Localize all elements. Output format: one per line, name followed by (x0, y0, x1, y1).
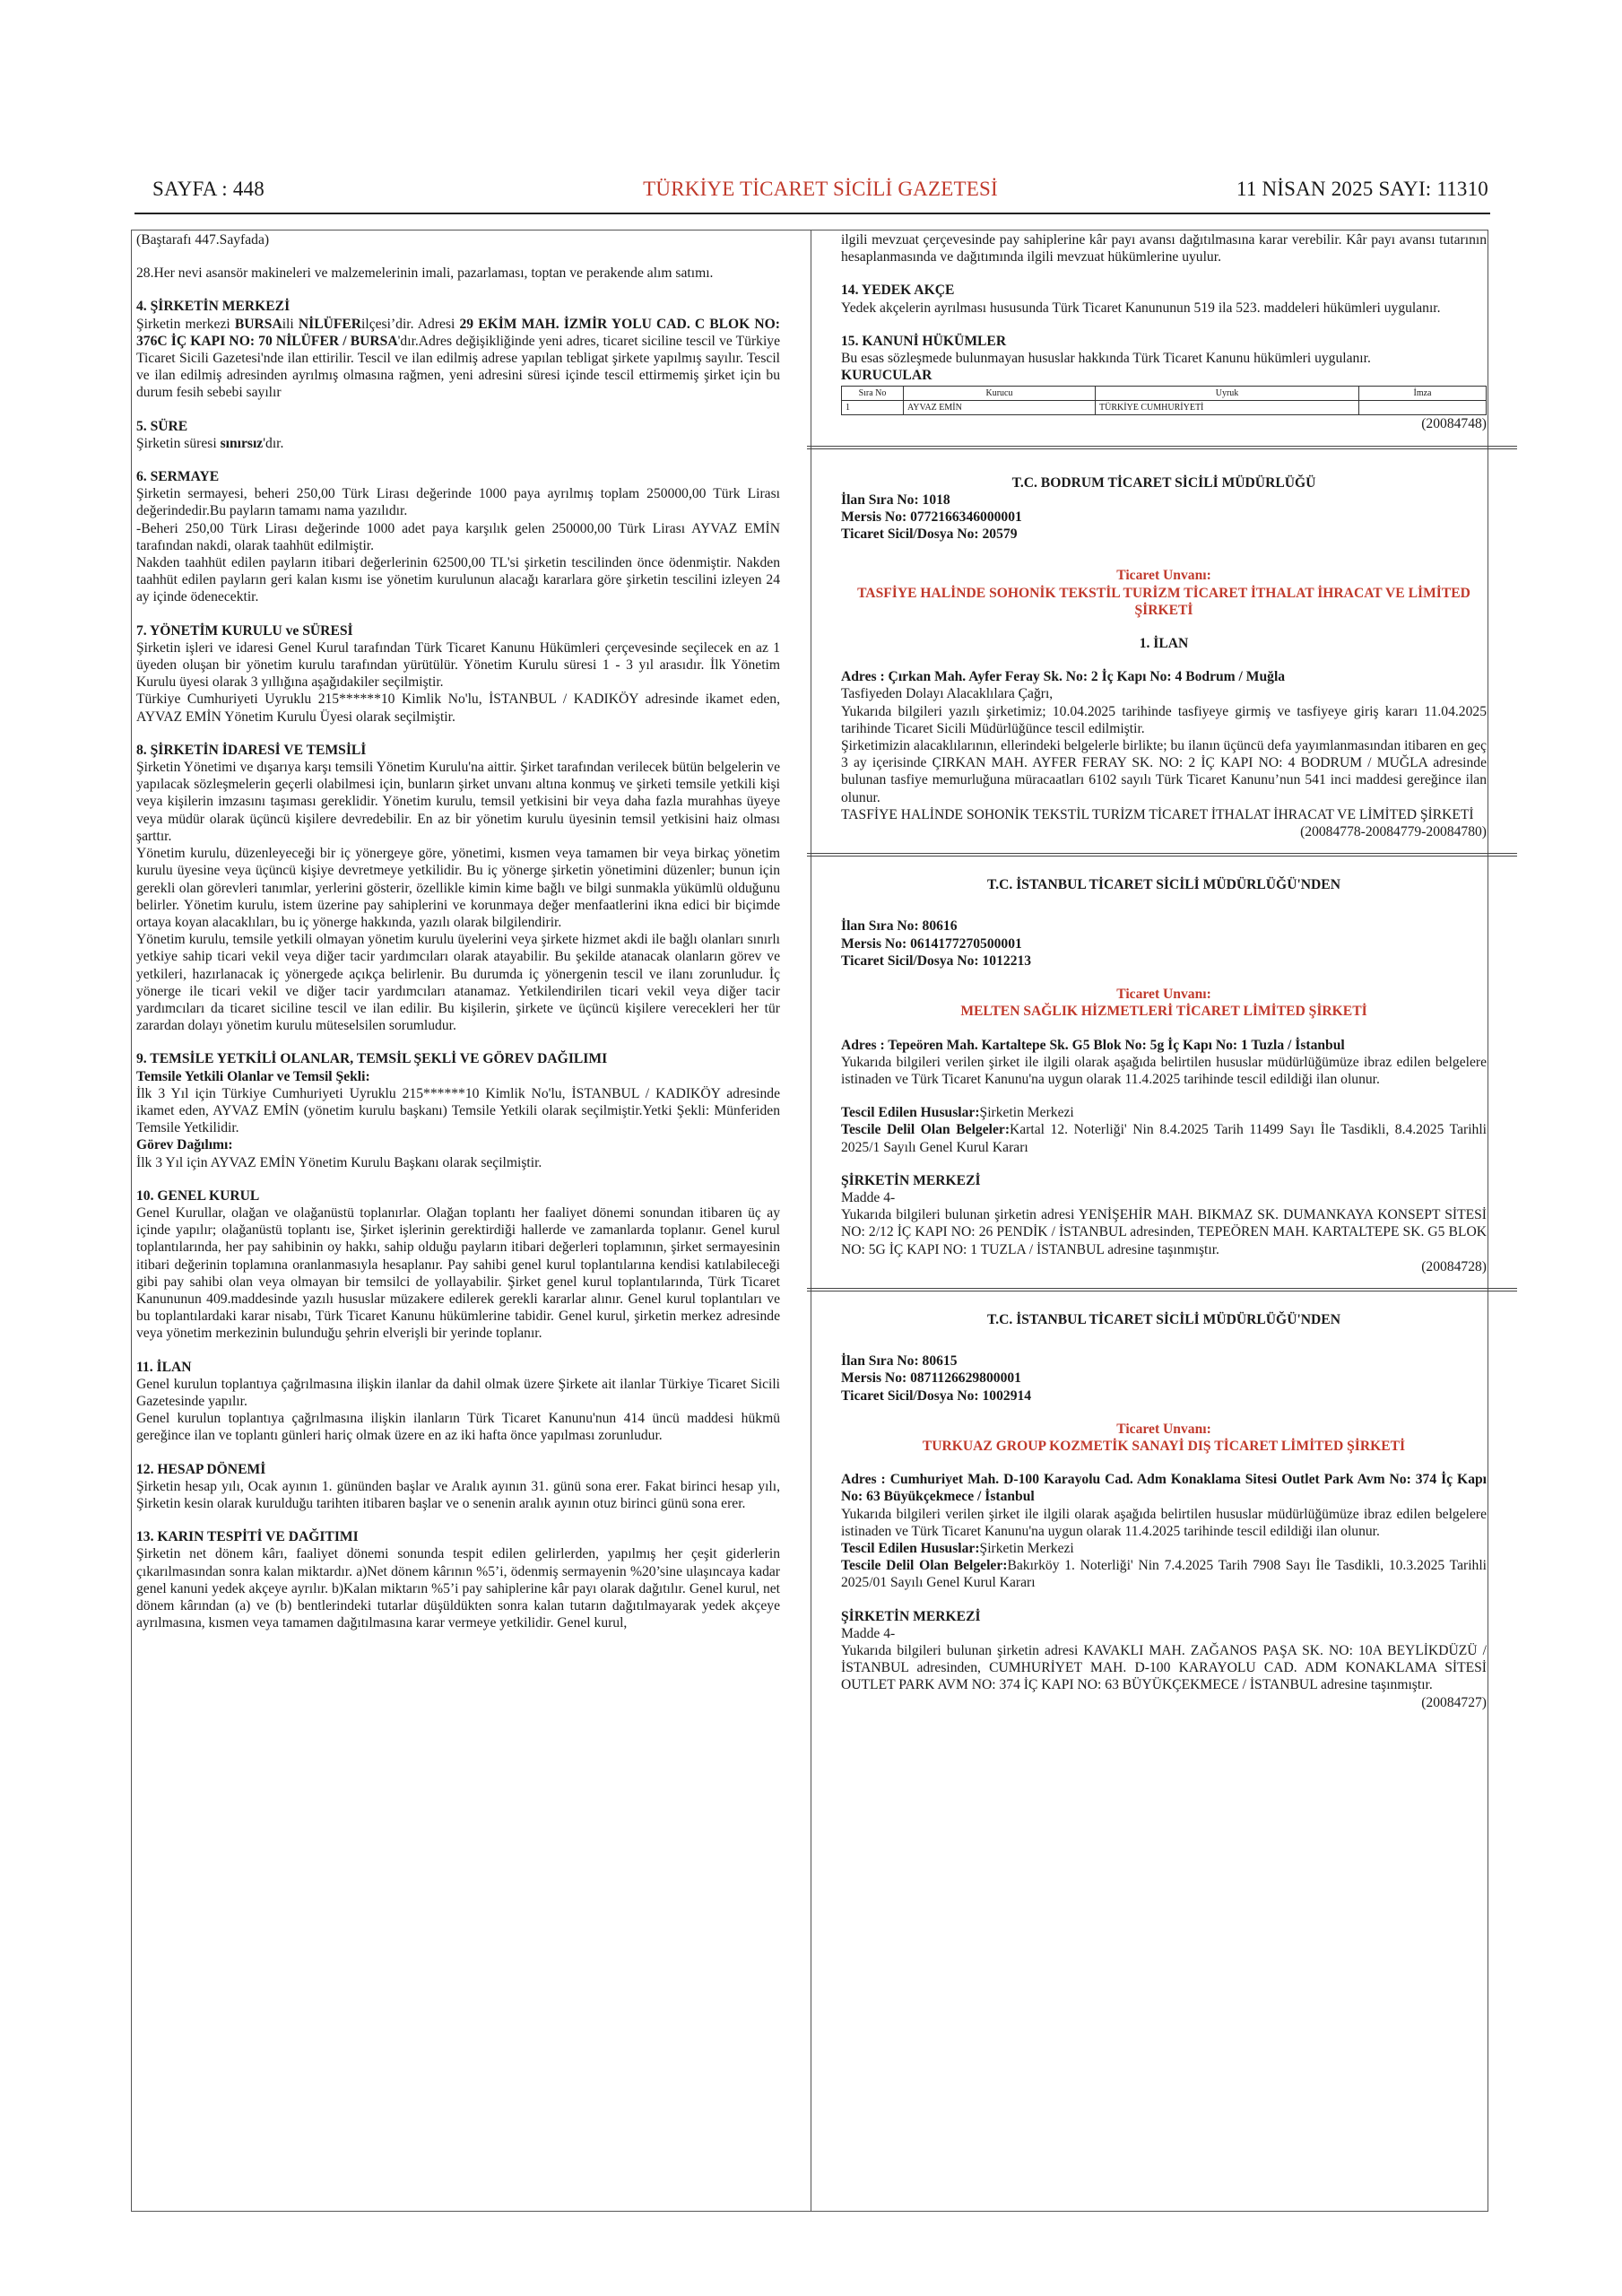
section-9-title: 9. TEMSİLE YETKİLİ OLANLAR, TEMSİL ŞEKLİ VE GÖREV DAĞILIMI (136, 1051, 608, 1067)
ilan-sira-no: İlan Sıra No: 1018 (841, 491, 950, 508)
item-28: 28.Her nevi asansör makineleri ve malzemelerinin imali, pazarlaması, toptan ve perakende alım satımı. (136, 265, 714, 282)
mersis-no: Mersis No: 0871126629800001 (841, 1370, 1021, 1387)
section-7-text-2: Türkiye Cumhuriyeti Uyruklu 215******10 Kimlik No'lu, İSTANBUL / KADIKÖY adresinde ikamet eden, AYVAZ EMİN Yönetim Kurulu Üyesi olarak seçilmiştir. (136, 691, 780, 725)
announcement-text-3: Şirketimizin alacaklılarının, ellerindeki belgelerle birlikte; bu ilanın üçüncü defa yayımlanmasından itibaren en geç 3 ay içerisinde ÇIRKAN MAH. AYFER FERAY SK. NO: 2 İÇ KAPI NO: 4 BODRUM / MUĞLA adresinde bulunan tasfiye memurluğuna müracaatları 6102 sayılı Türk Ticaret Kanunu’nun 541 inci maddesi gereğince ilan olunur. (841, 738, 1487, 805)
registered-matters: Tescil Edilen Hususlar:Şirketin Merkezi (841, 1105, 1074, 1121)
section-14-title: 14. YEDEK AKÇE (841, 283, 955, 299)
founders-title: KURUCULAR (841, 368, 932, 384)
announcement-text-2: Yukarıda bilgileri bulunan şirketin adresi YENİŞEHİR MAH. BIKMAZ SK. DUMANKAYA KONSEPT SİTESİ NO: 2/12 İÇ KAPI NO: 26 PENDİK / İSTANBUL adresinden, TEPEÖREN MAH. KARTALTEPE SK. G5 BLOK NO: 5G İÇ KAPI NO: 1 TUZLA / İSTANBUL adresine taşınmıştır. (841, 1207, 1487, 1257)
registry-office: T.C. BODRUM TİCARET SİCİLİ MÜDÜRLÜĞÜ (1011, 474, 1316, 491)
section-9-text-2: İlk 3 Yıl için AYVAZ EMİN Yönetim Kurulu Başkanı olarak seçilmiştir. (136, 1154, 542, 1170)
announcement-text-2: Yukarıda bilgileri yazılı şirketimiz; 10.04.2025 tarihinde tasfiyeye girmiş ve tasfiyeye giriş kararı 11.04.2025 tarihinde Ticaret Sicili Müdürlüğünce tescil edilmiştir. (841, 703, 1487, 736)
section-6-text-2: -Beheri 250,00 Türk Lirası değerinde 1000 adet paya karşılık gelen 250000,00 Türk Lirası AYVAZ EMİN tarafından nakdi, olarak taahhüt edilmiştir. (136, 520, 780, 553)
company-address: Adres : Cumhuriyet Mah. D-100 Karayolu Cad. Adm Konaklama Sitesi Outlet Park Avm No: 374 İç Kapı No: 63 Büyükçekmece / İstanbul (841, 1472, 1487, 1505)
section-12-title: 12. HESAP DÖNEMİ (136, 1461, 266, 1477)
section-8-title: 8. ŞİRKETİN İDARESİ VE TEMSİLİ (136, 742, 367, 758)
announcement-text-4: TASFİYE HALİNDE SOHONİK TEKSTİL TURİZM TİCARET İTHALAT İHRACAT VE LİMİTED ŞİRKETİ (841, 806, 1474, 822)
section-8-text-1: Şirketin Yönetimi ve dışarıya karşı temsili Yönetim Kurulu'na aittir. Şirket tarafından verilecek bütün belgelerin ve yapılacak sözleşmelerin geçerli olabilmesi için, bunların şirket unvanı altına konmuş ve şirketi temsile yetkili kişi veya kişilerin imzasını taşıması gereklidir. Yönetim kurulu, temsil yetkisini bir veya daha fazla murahhas üyeye veya müdür olarak üçüncü kişilere devredebilir. En az bir yönetim kurulu üyesinin temsil yetkisini haiz olması şarttır. (136, 760, 780, 844)
section-4-text: Şirketin merkezi BURSAili NİLÜFERilçesi’dir. Adresi 29 EKİM MAH. İZMİR YOLU CAD. C BLOK NO: 376C İÇ KAPI NO: 70 NİLÜFER / BURSA'dır.Adres değişikliğinde yeni adres, ticaret siciline tescil ve Türkiye Ticaret Sicili Gazetesi'nde ilan ettirilir. Tescil ve ilan edilmiş adrese yapılan tebligat şirkete yapılmış sayılır. Tescil ve ilan edilmiş adresinden ayrılmış olmasına rağmen, yeni adresini süresi içinde tescil ettirmemiş şirket için bu durum fesih sebebi sayılır (136, 316, 781, 401)
section-12-text: Şirketin hesap yılı, Ocak ayının 1. gününden başlar ve Aralık ayının 31. günü sona erer. Fakat birinci hesap yılı, Şirketin kesin olarak kurulduğu tarihten itibaren başlar ve o senenin aralık ayının otuz birinci günü sona erer. (136, 1478, 780, 1511)
continued-note: (Baştarafı 447.Sayfada) (136, 232, 270, 248)
trade-name-label: Ticaret Unvanı: (1116, 1421, 1211, 1437)
cell-uyruk: TÜRKİYE CUMHURİYETİ (1096, 401, 1359, 415)
table-row (842, 401, 1487, 415)
section-15-text: Bu esas sözleşmede bulunmayan hususlar hakkında Türk Ticaret Kanunu hükümleri uygulanır. (841, 351, 1371, 367)
sicil-no: Ticaret Sicil/Dosya No: 1002914 (841, 1387, 1032, 1404)
section-14-text: Yedek akçelerin ayrılması hususunda Türk Ticaret Kanununun 519 ila 523. maddeleri hükümleri uygulanır. (841, 300, 1441, 316)
col-header-imza: İmza (1359, 387, 1487, 401)
mersis-no: Mersis No: 0614177270500001 (841, 935, 1022, 952)
trade-name-label: Ticaret Unvanı: (1116, 568, 1211, 584)
company-hq-title: ŞİRKETİN MERKEZİ (841, 1608, 981, 1624)
page-number: SAYFA : 448 (152, 178, 265, 200)
section-9-subtitle-2: Görev Dağılımı: (136, 1137, 233, 1153)
trade-name: TURKUAZ GROUP KOZMETİK SANAYİ DIŞ TİCARET LİMİTED ŞİRKETİ (922, 1438, 1406, 1454)
evidence-documents: Tescile Delil Olan Belgeler:Kartal 12. Noterliği' Nin 8.4.2025 Tarih 11499 Sayı İle Tasdikli, 8.4.2025 Tarihli 2025/1 Sayılı Genel Kurul Kararı (841, 1122, 1487, 1155)
section-10-title: 10. GENEL KURUL (136, 1187, 260, 1204)
section-6-text-1: Şirketin sermayesi, beheri 250,00 Türk Lirası değerinde 1000 paya ayrılmış toplam 250000,00 Türk Lirası değerindedir.Bu payların tamamı nama yazılıdır. (136, 486, 780, 519)
issue-info: 11 NİSAN 2025 SAYI: 11310 (1236, 178, 1488, 200)
section-13-title: 13. KARIN TESPİTİ VE DAĞITIMI (136, 1529, 359, 1545)
right-column (841, 231, 1487, 1711)
reference-number-3: (20084728) (1421, 1258, 1487, 1274)
section-11-title: 11. İLAN (136, 1359, 192, 1375)
reference-number-1: (20084748) (1421, 416, 1487, 432)
section-6-text-3: Nakden taahhüt edilen payların itibari değerlerinin 62500,00 TL'si şirketin tescilinden önce ödenmiştir. Nakden taahhüt edilen payların geri kalan kısmı ise yönetim kurulunun alacağı kararlara göre şirketin tescilini izleyen 24 ay içinde ödenecektir. (136, 555, 780, 605)
ilan-number: 1. İLAN (1139, 636, 1189, 652)
col-header-uyruk: Uyruk (1096, 387, 1359, 401)
section-5-text: Şirketin süresi sınırsız'dır. (136, 435, 284, 451)
cell-sira: 1 (842, 401, 904, 415)
section-8-text-2: Yönetim kurulu, düzenleyeceği bir iç yönergeye göre, yönetimi, kısmen veya tamamen bir veya birkaç yönetim kurulu üyesine veya üçüncü kişiye devretmeye yetkilidir. Bu iç yönerge şirketin yönetimini düzenler; bunun için gerekli olan görevleri tanımlar, yerlerini gösterir, özellikle kimin kime bağlı ve bilgi sunmakla yükümlü olduğunu belirler. Yönetim kurulu, istem üzerine pay sahiplerini ve korunmaya değer menfaatlerini ikna edici bir biçimde ortaya koyan alacaklıları, bu iç yönerge hakkında, yazılı olarak bilgilendirir. (136, 846, 780, 930)
cell-kurucu: AYVAZ EMİN (904, 401, 1096, 415)
section-9-text-1: İlk 3 Yıl için Türkiye Cumhuriyeti Uyruklu 215******10 Kimlik No'lu, İSTANBUL / KADIKÖY adresinde ikamet eden, AYVAZ EMİN (yönetim kurulu başkanı) Temsile Yetkili olarak seçilmiştir.Yetki Şekli: Münferiden Temsile Yetkilidir. (136, 1085, 780, 1136)
section-11-text-2: Genel kurulun toplantıya çağrılmasına ilişkin ilanların Türk Ticaret Kanunu'nun 414 üncü maddesi hükmü gereğince ilan ve toplantı günleri hariç olmak üzere en az iki hafta önce yapılması zorunludur. (136, 1411, 780, 1444)
founders-table-header (842, 387, 1487, 401)
reference-number-2: (20084778-20084779-20084780) (1300, 824, 1487, 840)
article-label: Madde 4- (841, 1189, 896, 1205)
announcement-text-1: Yukarıda bilgileri verilen şirket ile ilgili olarak aşağıda belirtilen hususlar müdürlüğümüze ibraz edilen belgelere istinaden ve Türk Ticaret Kanunu'na uygun olarak 11.4.2025 tarihinde tescil edildiği ilan olunur. (841, 1054, 1487, 1087)
header-rule (134, 213, 1490, 214)
gazette-title: TÜRKİYE TİCARET SİCİLİ GAZETESİ (643, 178, 998, 200)
announcement-text-1: Yukarıda bilgileri verilen şirket ile ilgili olarak aşağıda belirtilen hususlar müdürlüğümüze ibraz edilen belgelere istinaden ve Türk Ticaret Kanunu'na uygun olarak 11.4.2025 tarihinde tescil edildiği ilan olunur. (841, 1506, 1487, 1539)
section-6-title: 6. SERMAYE (136, 469, 220, 485)
evidence-documents: Tescile Delil Olan Belgeler:Bakırköy 1. Noterliği' Nin 7.4.2025 Tarih 7908 Sayı İle Tasdikli, 10.3.2025 Tarihli 2025/01 Sayılı Genel Kurul Kararı (841, 1558, 1487, 1591)
left-column (136, 231, 780, 1631)
trade-name-label: Ticaret Unvanı: (1116, 987, 1211, 1003)
section-7-title: 7. YÖNETİM KURULU ve SÜRESİ (136, 622, 353, 639)
sicil-no: Ticaret Sicil/Dosya No: 1012213 (841, 952, 1032, 969)
announcement-text-2: Yukarıda bilgileri bulunan şirketin adresi KAVAKLI MAH. ZAĞANOS PAŞA SK. NO: 10A BEYLİKDÜZÜ / İSTANBUL adresinden, CUMHURİYET MAH. D-100 KARAYOLU CAD. ADM KONAKLAMA SİTESİ OUTLET PARK AVM NO: 374 İÇ KAPI NO: 63 BÜYÜKÇEKMECE / İSTANBUL adresine taşınmıştır. (841, 1642, 1487, 1693)
section-13-text: Şirketin net dönem kârı, faaliyet dönemi sonunda tespit edilen gelirlerden, yapılmış her çeşit giderlerin çıkarılmasından sonra kalan miktardır. a)Net dönem kârının %5’i, ödenmiş sermayenin %20’sine ulaşıncaya kadar genel kanuni yedek akçeye ayrılır. b)Kalan miktarın %5’i pay sahiplerine kâr payı olarak dağıtılır. Genel kurul, net dönem kârından (a) ve (b) bentlerindeki tutarlar düşüldükten sonra kalan tutarın dağıtılmayarak yedek akçeye ayrılmasına, kısmen veya tamamen dağıtılmasına karar vermeye yetkilidir. Genel kurul, (136, 1546, 780, 1631)
trade-name: TASFİYE HALİNDE SOHONİK TEKSTİL TURİZM TİCARET İTHALAT İHRACAT VE LİMİTED ŞİRKETİ (857, 585, 1470, 618)
company-address: Adres : Tepeören Mah. Kartaltepe Sk. G5 Blok No: 5g İç Kapı No: 1 Tuzla / İstanbul (841, 1037, 1345, 1053)
sicil-no: Ticaret Sicil/Dosya No: 20579 (841, 526, 1018, 543)
company-address: Adres : Çırkan Mah. Ayfer Feray Sk. No: 2 İç Kapı No: 4 Bodrum / Muğla (841, 669, 1286, 685)
section-5-title: 5. SÜRE (136, 418, 188, 434)
company-hq-title: ŞİRKETİN MERKEZİ (841, 1172, 981, 1188)
col-header-kurucu: Kurucu (904, 387, 1096, 401)
section-7-text-1: Şirketin işleri ve idaresi Genel Kurul tarafından Türk Ticaret Kanunu Hükümleri çerçevesinde seçilecek en az 1 üyeden oluşan bir yönetim kurulu tarafından yürütülür. Yönetim Kurulu süresi 1 - 3 yıl arasıdır. İlk Yönetim Kurulu üyesi olarak 3 yıllığına aşağıdakiler seçilmiştir. (136, 639, 780, 691)
section-8-text-3: Yönetim kurulu, temsile yetkili olmayan yönetim kurulu üyelerini veya şirkete hizmet akdi ile bağlı olanları sınırlı yetkiye sahip ticari vekil veya diğer tacir yardımcıları olarak atayabilir. Bu şekilde atanacak olanların görev ve yetkileri, hazırlanacak iç yönergede açıkça belirlenir. Bu durumda iç yönergenin tescil ve ilanı zorunludur. İç yönerge ile ticari vekil ve diğer tacir yardımcıları atanamaz. Yetkilendirilen ticari vekil veya diğer tacir yardımcıları da ticaret siciline tescil ve ilan edilir. Bu kişilerin, şirkete ve üçüncü kişilere verecekleri her tür zarardan dolayı yönetim kurulu müteselsilen sorumludur. (136, 932, 780, 1034)
section-9-subtitle-1: Temsile Yetkili Olanlar ve Temsil Şekli: (136, 1068, 370, 1084)
ilan-sira-no: İlan Sıra No: 80615 (841, 1353, 958, 1370)
cell-imza (1359, 401, 1487, 415)
reference-number-4: (20084727) (1421, 1694, 1487, 1710)
section-11-text-1: Genel kurulun toplantıya çağrılmasına ilişkin ilanlar da dahil olmak üzere Şirkete ait ilanlar Türkiye Ticaret Sicili Gazetesinde yapılır. (136, 1376, 780, 1409)
trade-name: MELTEN SAĞLIK HİZMETLERİ TİCARET LİMİTED ŞİRKETİ (960, 1004, 1367, 1020)
section-10-text: Genel Kurullar, olağan ve olağanüstü toplanırlar. Olağan toplantı her faaliyet dönemi sonundan itibaren üç ay içinde yapılır; olağanüstü toplantı ise, Şirket işlerinin gerektirdiği hallerde ve zamanlarda toplanır. Genel kurul toplantılarında, her pay sahibinin oy hakkı, sahip olduğu payların itibari değerleri toplamının, şirket sermayesinin itibari değerinin toplamına oranlanmasıyla hesaplanır. Pay sahibi genel kurul toplantılarına kendisi katılabileceği gibi pay sahibi olan veya olmayan bir temsilci de yollayabilir. Şirket genel kurul toplantılarında, Türk Ticaret Kanununun 409.maddesinde yazılı hususlar müzakere edilerek gerekli kararlar alınır. Genel kurul toplantıları ve bu toplantılardaki karar nisabı, Türk Ticaret Kanunu hükümlerine tabidir. Genel kurul, şirketin merkez adresinde veya yönetim merkezinin bulunduğu şehrin elverişli bir yerinde toplanır. (136, 1205, 780, 1342)
founders-table (841, 386, 1487, 415)
page-header (152, 178, 1488, 210)
article-label: Madde 4- (841, 1625, 896, 1641)
registry-office: T.C. İSTANBUL TİCARET SİCİLİ MÜDÜRLÜĞÜ'NDEN (987, 1311, 1340, 1327)
mersis-no: Mersis No: 0772166346000001 (841, 509, 1022, 526)
announcement-text-1: Tasfiyeden Dolayı Alacaklılara Çağrı, (841, 686, 1054, 702)
section-4-title: 4. ŞİRKETİN MERKEZİ (136, 299, 291, 315)
ilan-sira-no: İlan Sıra No: 80616 (841, 918, 958, 935)
registered-matters: Tescil Edilen Hususlar:Şirketin Merkezi (841, 1540, 1074, 1556)
col-header-sira: Sıra No (842, 387, 904, 401)
continued-text: ilgili mevzuat çerçevesinde pay sahiplerine kâr payı avansı dağıtılmasına karar verebilir. Kâr payı avansı tutarının hesaplanmasında ve dağıtımında ilgili mevzuat hükümlerine uyulur. (841, 232, 1487, 265)
registry-office: T.C. İSTANBUL TİCARET SİCİLİ MÜDÜRLÜĞÜ'NDEN (987, 877, 1340, 893)
section-15-title: 15. KANUNİ HÜKÜMLER (841, 333, 1007, 349)
